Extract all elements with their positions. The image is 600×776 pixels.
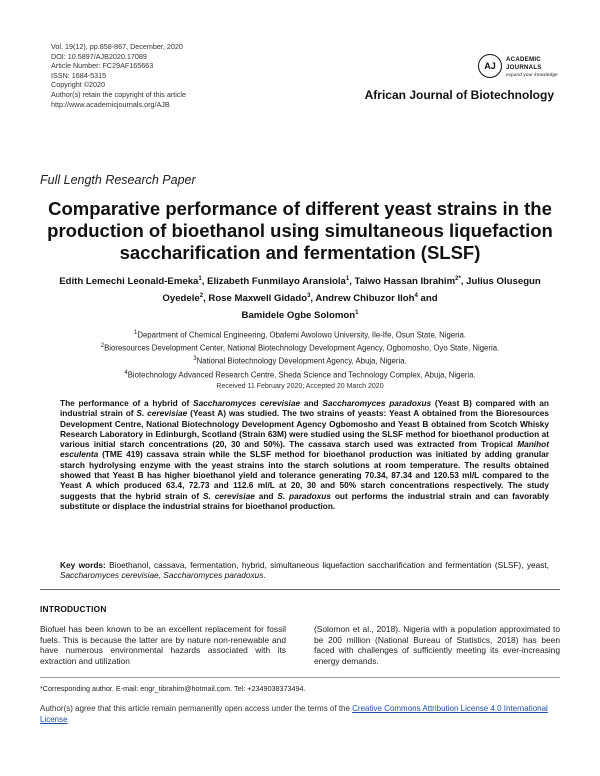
author-affiliation-mark: 1	[345, 276, 350, 282]
article-metadata	[51, 42, 186, 109]
received-dates: Received 11 February 2020; Accepted 20 March 2020	[216, 383, 384, 390]
author-affiliation-mark: 1	[355, 310, 359, 317]
affiliation-item: $^3$National Biotechnology Development Agency, Abuja, Nigeria.	[193, 356, 407, 366]
keywords-label: Key words:	[60, 560, 106, 570]
section-divider	[40, 589, 560, 590]
author-name: Edith Lemechi Leonald-Emeka	[59, 276, 199, 288]
affiliation-item: $^4$Biotechnology Advanced Research Centre, Sheda Science and Technology Complex, Abuja, Nigeria.	[124, 369, 476, 380]
meta-doi: DOI: 10.5897/AJB2020.17089	[51, 51, 147, 61]
author-name: Rose Maxwell Gidado	[208, 293, 308, 305]
license-note: Author(s) agree that this article remain permanently open access under the terms of the Creative Commons Attribution License 4.0 International License	[40, 704, 548, 724]
meta-url: http://www.academicjournals.org/AJB	[51, 99, 170, 109]
journal-name: African Journal of Biotechnology	[364, 88, 554, 102]
logo-tagline: expand your knowledge	[506, 72, 558, 78]
affiliation-list	[40, 328, 560, 381]
logo-wordmark	[506, 56, 558, 79]
author-name: Bamidele Ogbe Solomon	[241, 310, 356, 322]
footnote-divider	[40, 677, 560, 678]
meta-copyright: Copyright ©2020	[51, 80, 106, 90]
author-affiliation-mark: 2*	[455, 276, 461, 282]
author-name: Julius Olusegun Oyedele	[162, 276, 541, 305]
corresponding-author-note: *Corresponding author. E-mail: engr_tibrahim@hotmail.com. Tel: +2349038373494.	[40, 684, 306, 693]
author-affiliation-mark: 3	[307, 293, 311, 300]
body-column-left: Biofuel has been known to be an excellent replacement for fossil fuels. This is because the latter are by nature non-renewable and have numerous environmental hazards associated with its extraction and utilization	[40, 624, 286, 667]
logo-line-2: JOURNALS	[506, 63, 542, 71]
meta-rights: Author(s) retain the copyright of this article	[51, 89, 187, 99]
meta-volume: Vol. 19(12), pp.858-867, December, 2020	[51, 42, 183, 51]
author-affiliation-mark: 4	[414, 293, 418, 300]
author-name: Andrew Chibuzor Iloh	[315, 293, 415, 305]
paper-title: Comparative performance of different yeast strains in the production of bioethanol using simultaneous liquefaction saccharification and fermentation (SLSF)	[47, 198, 553, 263]
research-type: Full Length Research Paper	[40, 173, 196, 187]
affiliation-item: $^2$Bioresources Development Center, National Biotechnology Development Agency, Ogbomosho, Oyo State, Nigeria.	[100, 343, 500, 353]
logo-mark: AJ	[478, 54, 502, 78]
author-name: Elizabeth Funmilayo Aransiola	[207, 276, 346, 288]
section-heading-introduction: INTRODUCTION	[40, 604, 107, 614]
author-list: Edith Lemechi Leonald-Emeka$^1$, Elizabeth Funmilayo Aransiola$^1$, Taiwo Hassan Ibrahim$^{2*}$, Julius Olusegun Oyedele$^2$, Rose Maxwell Gidado$^3$, Andrew Chibuzor Iloh$^4$ and Bamidele Ogbe Solomon$^1$	[59, 276, 541, 322]
keywords: Key words: Bioethanol, cassava, fermentation, hybrid, simultaneous liquefaction saccharification and fermentation (SLSF), yeast, Saccharomyces cerevisiae, Saccharomyces paradoxus.	[60, 560, 549, 581]
affiliation-item: $^1$Department of Chemical Engineering, Obafemi Awolowo University, Ile-Ife, Osun State, Nigeria.	[134, 330, 466, 340]
author-affiliation-mark: 2	[199, 293, 204, 300]
author-affiliation-mark: 1	[198, 276, 202, 282]
abstract: The performance of a hybrid of Saccharomyces cerevisiae and Saccharomyces paradoxus (Yeast B) compared with an industrial strain of S. cerevisiae (Yeast A) was studied. The two strains of yeasts: Yeast A obtained from the Bioresources Development Centre, National Biotechnology Development Agency Ogbomosho and Yeast B obtained from Scotch Whisky Research Laboratory in Edinburgh, Scotland (Strain 63M) were studied using the SLSF method for bioethanol production at various initial starch concentrations (20, 30 and 50%). The cassava starch used was extracted from Tropical Manihot esculenta (TME 419) cassava strain while the SLSF method for bioethanol production was initiated by adding granular starch hydrolysing enzyme with the yeast strains into the starch solutions at room temperature. The results obtained showed that Yeast B has higher bioethanol yield and tolerance generating 70.34, 87.34 and 120.53 ml/L compared to the Yeast A which produced 63.4, 72.73 and 112.6 ml/L at 20, 30 and 50% starch concentrations respectively. The study suggests that the hybrid strain of S. cerevisiae and S. paradoxus out performs the industrial strain and can favorably substitute or displace the industrial strains for bioethanol production.	[60, 398, 549, 511]
logo-line-1: ACADEMIC	[506, 56, 541, 63]
author-name: Taiwo Hassan Ibrahim	[354, 276, 456, 288]
meta-article-number: Article Number: FC29AF165663	[51, 61, 154, 71]
body-column-right: (Solomon et al., 2018). Nigeria with a population approximated to be 200 million (National Bureau of Statistics, 2018) has been faced with challenges of sufficiently meeting its ever-increasing energy demands.	[314, 624, 560, 667]
academic-journals-logo	[478, 54, 572, 80]
license-link[interactable]: Creative Commons Attribution License 4.0 International License	[40, 704, 548, 724]
meta-issn: ISSN: 1684-5315	[51, 70, 107, 80]
